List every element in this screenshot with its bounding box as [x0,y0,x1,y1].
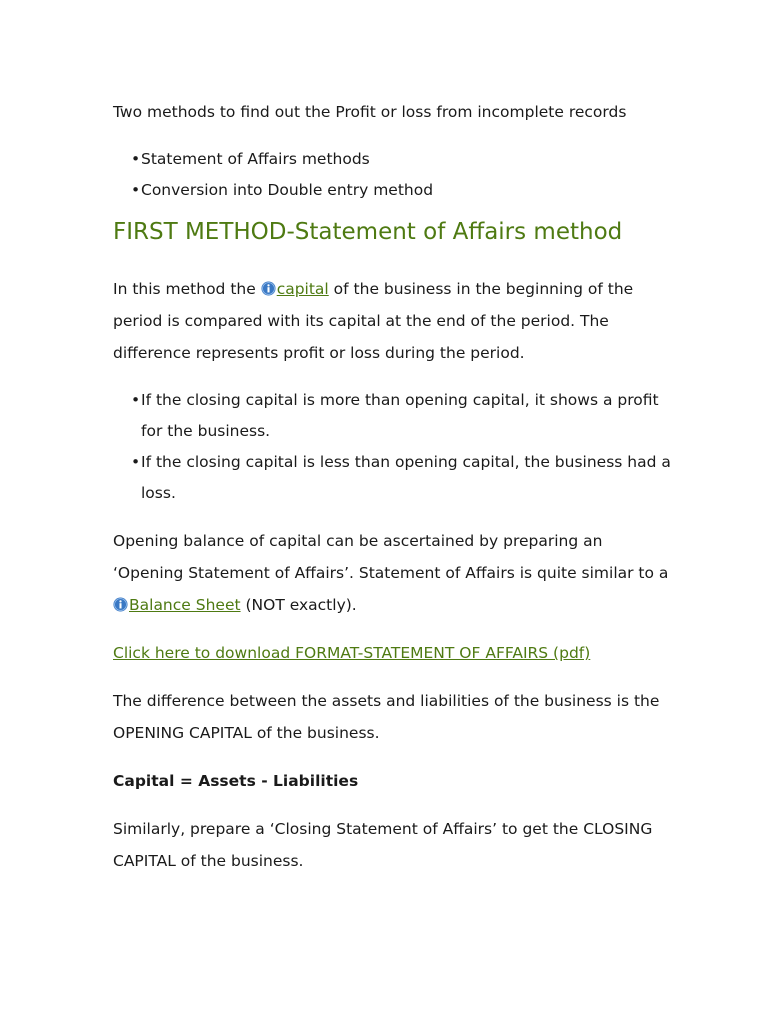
list-item: • Statement of Affairs methods [113,144,673,175]
intro-text: Two methods to find out the Profit or loss from incomplete records [113,103,627,121]
paragraph-method-description [113,273,673,369]
article-body [113,96,673,893]
capital-link-label: capital [276,280,329,298]
list-item: • If the closing capital is less than opening capital, the business had a loss. [113,447,673,509]
paragraph-opening-balance [113,525,673,621]
info-icon [261,281,276,296]
conditions-list [113,385,673,509]
paragraph-text: In this method the [113,280,261,298]
list-item: • If the closing capital is more than opening capital, it shows a profit for the business. [113,385,673,447]
capital-formula: Capital = Assets - Liabilities [113,772,359,790]
methods-list [113,144,673,206]
info-icon [113,597,128,612]
paragraph-closing: Similarly, prepare a ‘Closing Statement of Affairs’ to get the CLOSING CAPITAL of the business. [113,820,653,870]
paragraph-text: of the business in the beginning of the period is compared with its capital at the end of the period. The difference represents profit or loss during the period. [113,280,634,362]
paragraph-difference: The difference between the assets and liabilities of the business is the OPENING CAPITAL of the business. [113,692,660,742]
capital-link[interactable] [261,280,329,298]
balance-sheet-link[interactable] [113,596,241,614]
balance-sheet-link-label: Balance Sheet [129,596,241,614]
download-format-link[interactable]: Click here to download FORMAT-STATEMENT OF AFFAIRS (pdf) [113,644,591,662]
paragraph-text: (NOT exactly). [240,596,357,614]
paragraph-text: Opening balance of capital can be ascertained by preparing an ‘Opening Statement of Affairs’. Statement of Affairs is quite similar to a [113,532,669,582]
section-heading: FIRST METHOD-Statement of Affairs method [113,219,623,245]
list-item: • Conversion into Double entry method [113,175,673,206]
